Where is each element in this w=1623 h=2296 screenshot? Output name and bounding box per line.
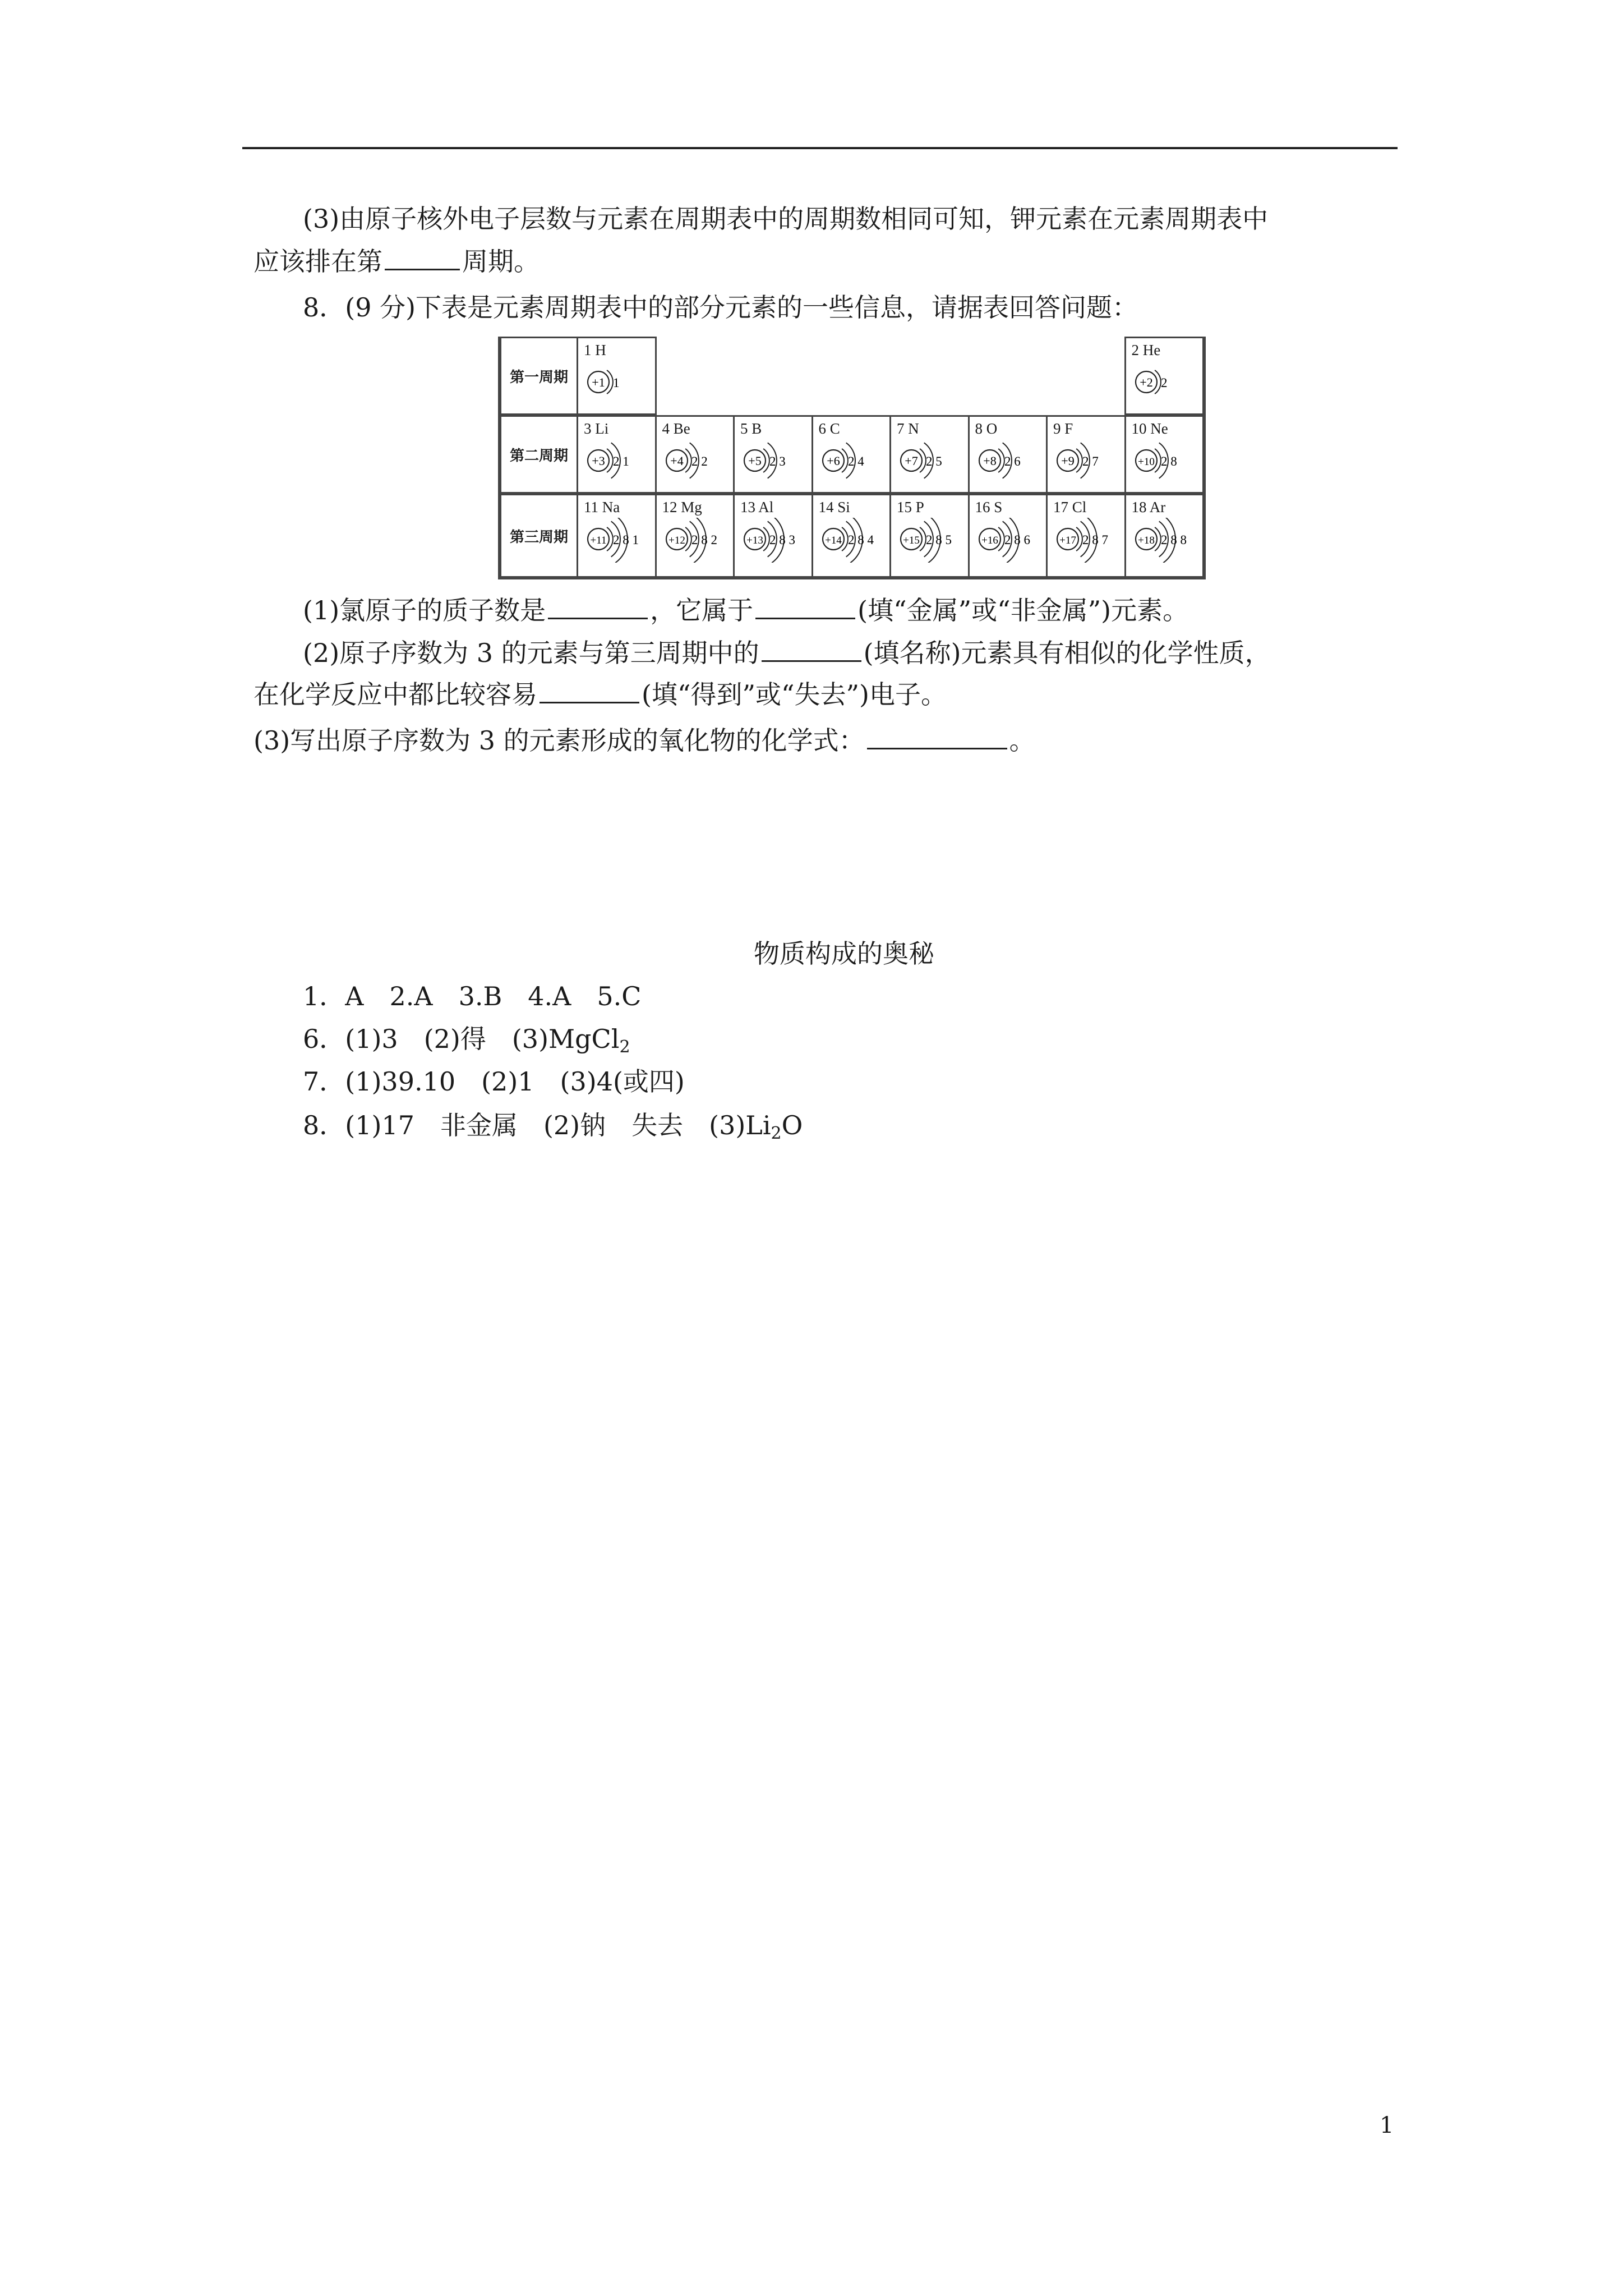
nucleus-charge: +14 (824, 535, 842, 546)
electron-shell-arc (763, 449, 769, 472)
electron-counts: 2 5 (926, 454, 942, 468)
electron-counts: 2 8 4 (847, 533, 874, 547)
answer-line-6 (303, 1022, 630, 1056)
q8-part1-text-c: (填“金属”或“非金属”)元素。 (857, 595, 1189, 625)
element-cell (655, 494, 735, 578)
element-cell (577, 337, 657, 415)
element-cell (968, 494, 1048, 578)
element-cell (1124, 494, 1205, 578)
element-name: 15 P (897, 499, 924, 516)
element-name: 2 He (1131, 342, 1161, 358)
q8-part2-text-d: (填“得到”或“失去”)电子。 (642, 679, 947, 710)
element-cell (889, 415, 970, 494)
answer-blank-gain-lose[interactable] (540, 679, 639, 703)
element-name: 8 O (975, 420, 998, 437)
nucleus-charge: +8 (983, 454, 997, 468)
electron-counts: 2 3 (769, 454, 786, 468)
electron-shell-arc (998, 449, 1004, 472)
q8-part3-text-a: (3)写出原子序数为 3 的元素形成的氧化物的化学式： (253, 725, 865, 756)
electron-shell-arc (685, 527, 691, 551)
element-name: 7 N (897, 420, 919, 437)
answer-blank-element-name[interactable] (762, 638, 861, 662)
element-cell (577, 415, 657, 494)
element-name: 3 Li (584, 420, 609, 437)
electron-counts: 2 8 6 (1004, 533, 1030, 547)
answer-8-text-end: O (781, 1110, 803, 1140)
answer-blank-metal-type[interactable] (755, 595, 855, 619)
electron-counts: 2 6 (1004, 454, 1021, 468)
electron-counts: 2 (1160, 376, 1167, 390)
nucleus-charge: +11 (590, 535, 607, 546)
atom-structure-diagram (1051, 439, 1123, 484)
element-name: 17 Cl (1053, 499, 1087, 516)
nucleus-charge: +5 (748, 454, 762, 468)
element-name: 18 Ar (1131, 499, 1166, 516)
element-name: 6 C (818, 420, 840, 437)
element-name: 16 S (975, 499, 1003, 516)
element-cell (889, 494, 970, 578)
element-name: 10 Ne (1131, 420, 1168, 437)
answer-blank-proton-number[interactable] (548, 595, 648, 619)
element-name: 12 Mg (662, 499, 702, 516)
element-cell (655, 415, 735, 494)
nucleus-charge: +18 (1137, 535, 1155, 546)
element-cell (968, 415, 1048, 494)
answer-blank-period[interactable] (385, 246, 460, 270)
electron-shell-arc (1155, 449, 1161, 472)
answer-8-text: 8．(1)17 非金属 (2)钠 失去 (3)Li (303, 1110, 771, 1140)
nucleus-charge: +6 (826, 454, 840, 468)
electron-shell-arc (842, 449, 848, 472)
period-label-3: 第三周期 (500, 494, 578, 578)
answer-6-subscript: 2 (619, 1037, 630, 1057)
electron-shell-arc (1155, 370, 1161, 394)
element-cell (1124, 337, 1205, 415)
electron-shell-arc (1076, 527, 1082, 551)
element-cell (577, 494, 657, 578)
atom-structure-diagram (738, 518, 810, 563)
q8-part3 (253, 724, 1035, 757)
nucleus-charge: +16 (981, 535, 998, 546)
element-name: 4 Be (662, 420, 690, 437)
electron-shell-arc (1076, 449, 1082, 472)
electron-counts: 2 7 (1082, 454, 1099, 468)
answer-line-8 (303, 1108, 803, 1142)
nucleus-charge: +1 (592, 375, 605, 389)
element-cell (733, 415, 813, 494)
electron-counts: 2 8 8 (1160, 533, 1187, 547)
electron-counts: 2 1 (613, 454, 629, 468)
atom-structure-diagram (973, 439, 1045, 484)
electron-counts: 2 8 5 (926, 533, 952, 547)
atom-structure-diagram (660, 439, 732, 484)
element-name: 14 Si (818, 499, 850, 516)
answer-blank-formula[interactable] (867, 725, 1007, 749)
period-label-2: 第二周期 (500, 415, 578, 494)
nucleus-charge: +7 (905, 454, 918, 468)
electron-shell-arc (920, 449, 926, 472)
electron-counts: 2 8 2 (691, 533, 717, 547)
electron-counts: 1 (613, 376, 620, 390)
atom-structure-diagram (973, 518, 1045, 563)
q8-part1 (303, 593, 1188, 627)
atom-structure-diagram (817, 439, 888, 484)
atom-structure-diagram (582, 361, 653, 406)
nucleus-charge: +9 (1061, 454, 1075, 468)
nucleus-charge: +13 (746, 535, 763, 546)
electron-shell-arc (763, 527, 769, 551)
element-name: 13 Al (740, 499, 774, 516)
q8-part2-text-a: (2)原子序数为 3 的元素与第三周期中的 (303, 638, 759, 668)
element-cell (1124, 415, 1205, 494)
q8-part1-text-a: (1)氯原子的质子数是 (303, 595, 546, 625)
periodic-table (498, 337, 1206, 579)
answer-6-text: 6．(1)3 (2)得 (3)MgCl (303, 1024, 620, 1054)
nucleus-charge: +3 (592, 454, 605, 468)
q7-part3-text-before: 应该排在第 (253, 246, 382, 277)
q8-part2-line2 (253, 678, 947, 711)
q8-part1-text-b: ，它属于 (650, 595, 754, 625)
answer-key-title: 物质构成的奥秘 (754, 938, 934, 969)
page-number: 1 (1380, 2113, 1394, 2138)
q8-part3-text-b: 。 (1009, 725, 1035, 756)
element-cell (1046, 415, 1126, 494)
electron-counts: 2 8 1 (613, 533, 639, 547)
electron-shell-arc (998, 527, 1004, 551)
q7-part3-text-after: 周期。 (462, 246, 540, 277)
electron-counts: 2 8 3 (769, 533, 795, 547)
electron-shell-arc (1155, 527, 1161, 551)
electron-shell-arc (842, 527, 848, 551)
nucleus-charge: +12 (668, 535, 685, 546)
electron-shell-arc (607, 527, 613, 551)
atom-structure-diagram (660, 518, 732, 563)
answer-line-7: 7．(1)39.10 (2)1 (3)4(或四) (303, 1066, 685, 1097)
atom-structure-diagram (1129, 518, 1201, 563)
q7-part3-line2 (253, 245, 540, 278)
nucleus-charge: +10 (1137, 456, 1155, 468)
q7-part3-line1: (3)由原子核外电子层数与元素在周期表中的周期数相同可知，钾元素在元素周期表中 (303, 204, 1269, 234)
atom-structure-diagram (738, 439, 810, 484)
q8-part2-text-c: 在化学反应中都比较容易 (253, 679, 537, 710)
atom-structure-diagram (1129, 439, 1201, 484)
element-cell (733, 494, 813, 578)
atom-structure-diagram (895, 518, 966, 563)
q8-intro: 8．(9 分)下表是元素周期表中的部分元素的一些信息，请据表回答问题： (303, 292, 1138, 323)
header-rule (242, 147, 1398, 149)
period-label-1: 第一周期 (500, 337, 578, 415)
electron-shell-arc (920, 527, 926, 551)
element-cell (811, 494, 892, 578)
q8-part2-text-b: (填名称)元素具有相似的化学性质， (863, 638, 1271, 668)
electron-counts: 2 8 (1160, 454, 1177, 468)
atom-structure-diagram (1051, 518, 1123, 563)
element-name: 5 B (740, 420, 762, 437)
element-name: 11 Na (584, 499, 620, 516)
element-name: 9 F (1053, 420, 1073, 437)
electron-counts: 2 8 7 (1082, 533, 1108, 547)
nucleus-charge: +2 (1139, 375, 1153, 389)
nucleus-charge: +4 (670, 454, 684, 468)
atom-structure-diagram (895, 439, 966, 484)
electron-shell-arc (607, 449, 613, 472)
nucleus-charge: +17 (1059, 535, 1076, 546)
electron-counts: 2 4 (847, 454, 864, 468)
element-name: 1 H (584, 342, 606, 358)
nucleus-charge: +15 (903, 535, 920, 546)
q8-part2-line1 (303, 636, 1271, 670)
atom-structure-diagram (582, 518, 653, 563)
atom-structure-diagram (1129, 361, 1201, 406)
electron-shell-arc (607, 370, 613, 394)
electron-shell-arc (685, 449, 691, 472)
electron-counts: 2 2 (691, 454, 708, 468)
answer-line-1-5: 1．A 2.A 3.B 4.A 5.C (303, 981, 642, 1011)
atom-structure-diagram (582, 439, 653, 484)
atom-structure-diagram (817, 518, 888, 563)
element-cell (811, 415, 892, 494)
element-cell (1046, 494, 1126, 578)
answer-8-subscript: 2 (771, 1124, 782, 1143)
